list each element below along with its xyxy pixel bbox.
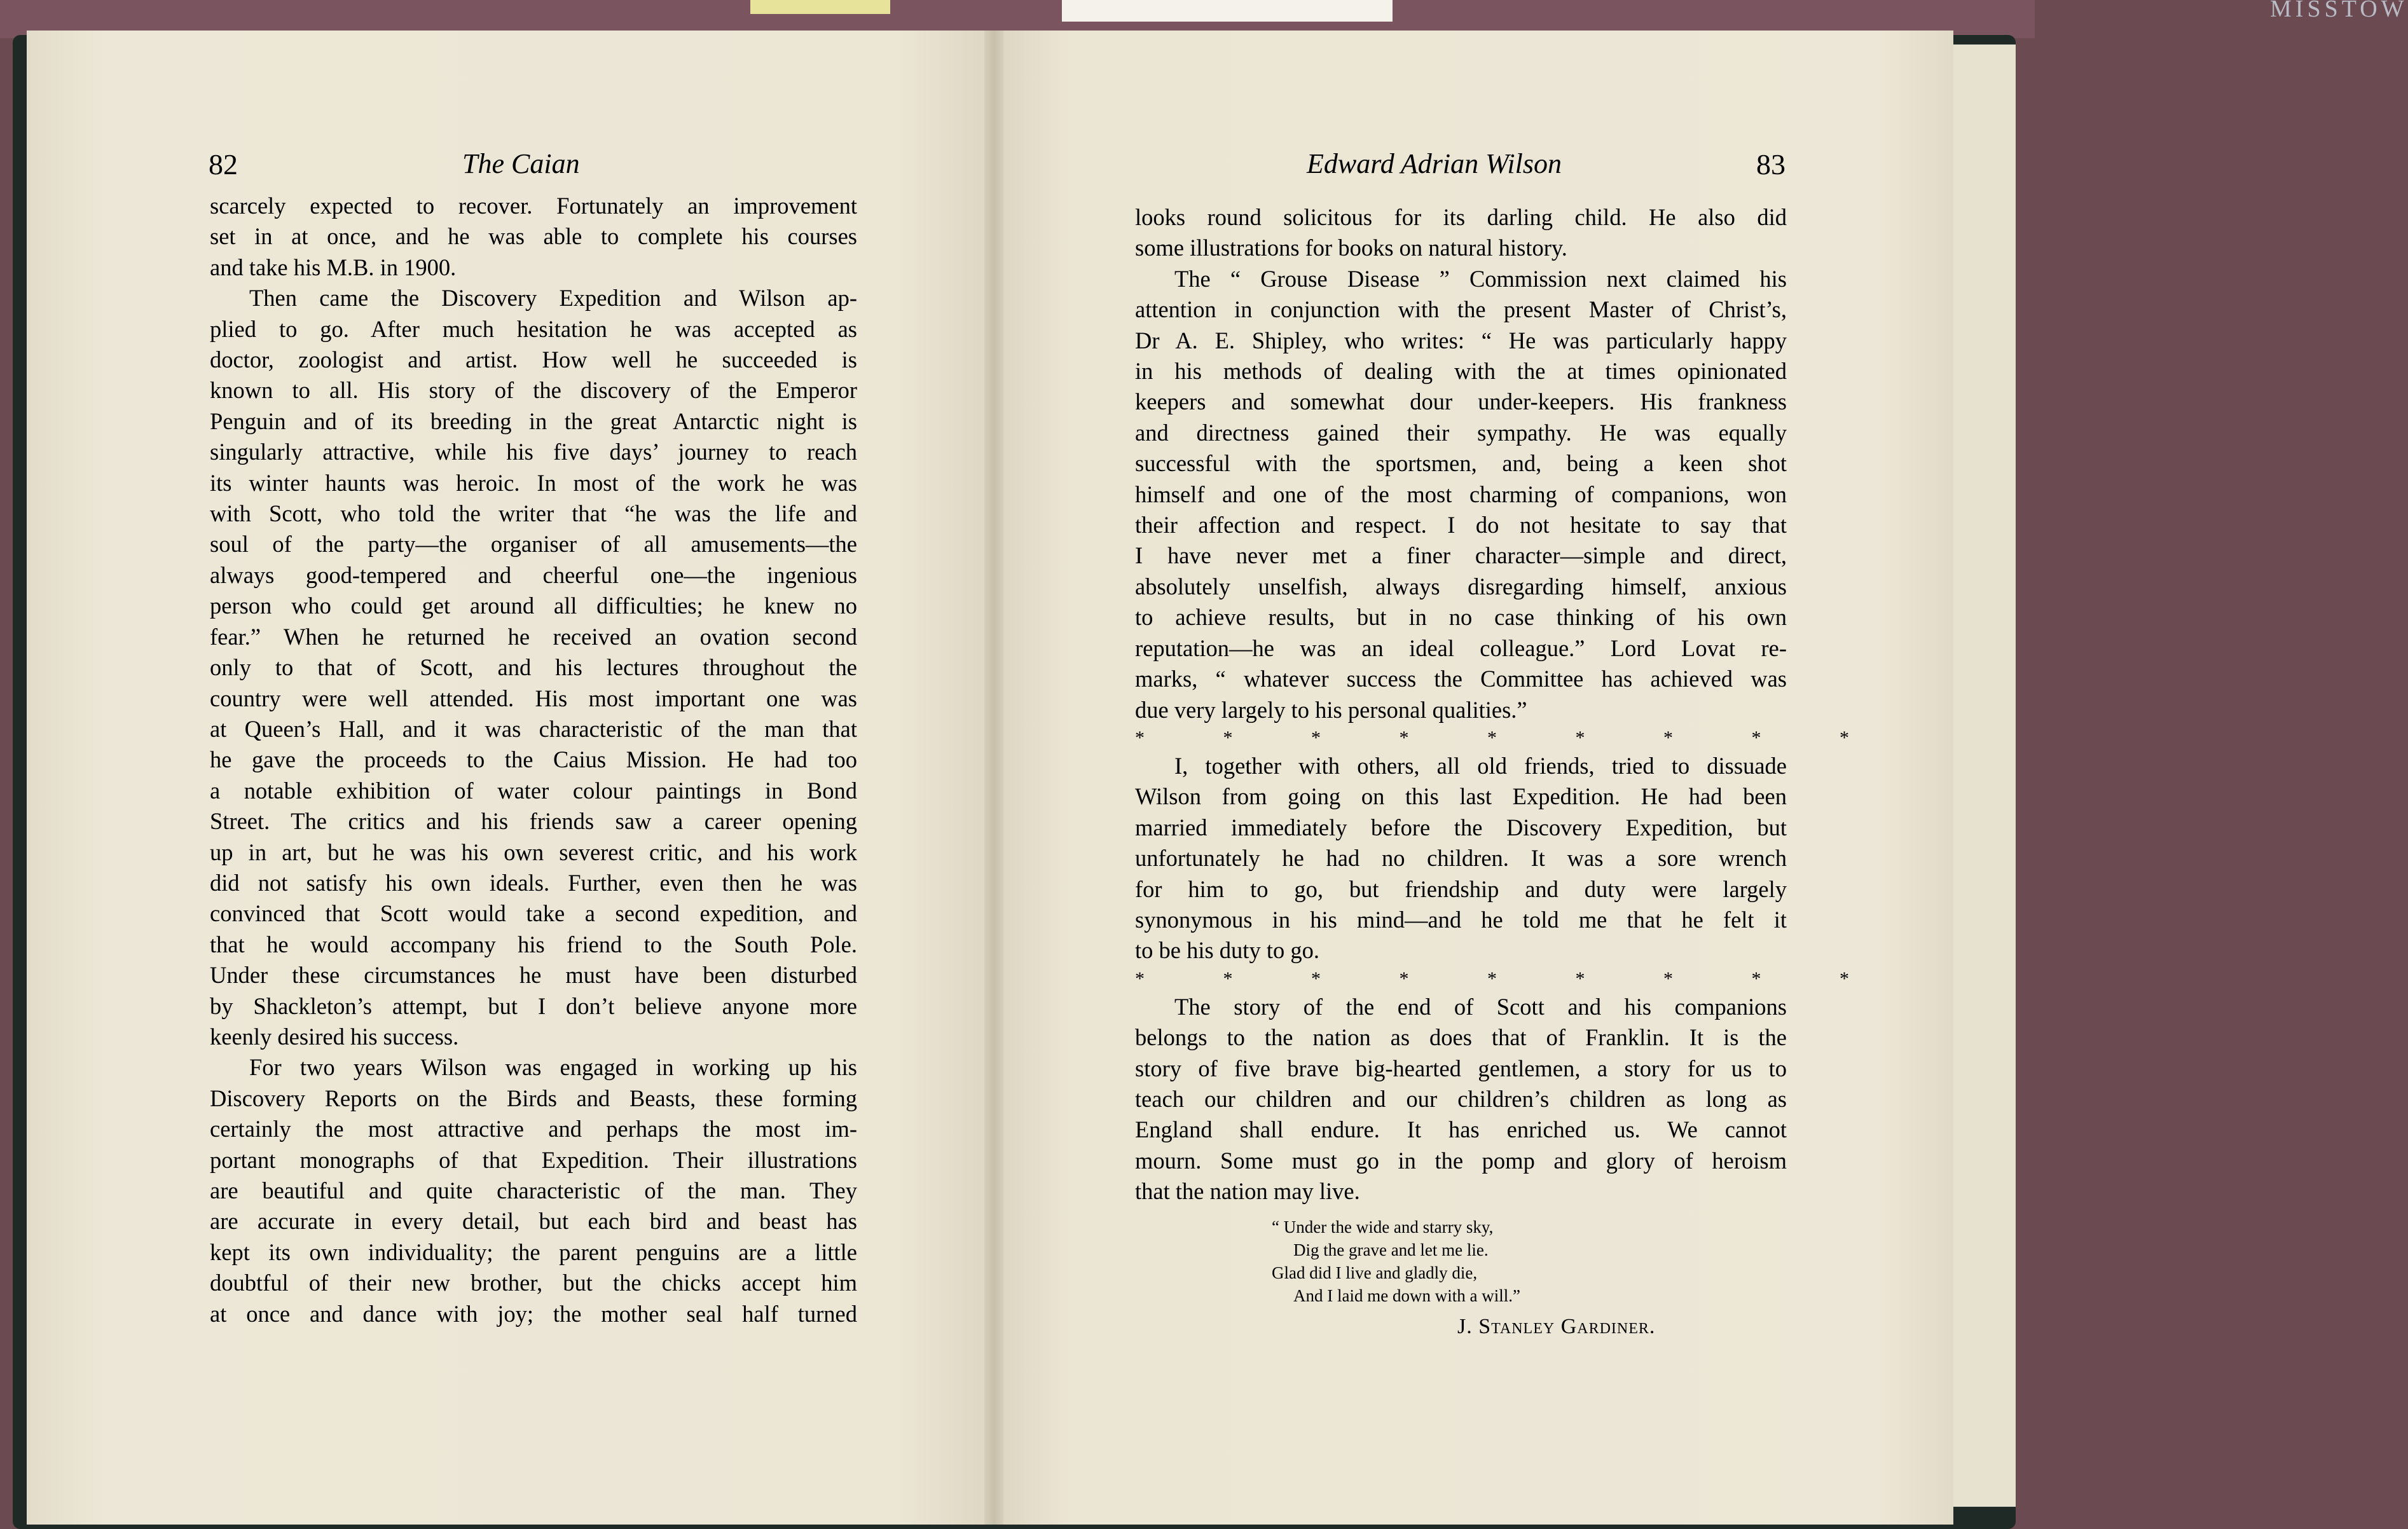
text-line: soul of the party—the organiser of all amusements—the bbox=[210, 531, 857, 558]
text-line: For two years Wilson was engaged in working up his bbox=[249, 1054, 857, 1081]
text-line: plied to go. After much hesitation he was accepted as bbox=[210, 315, 857, 342]
text-line: did not satisfy his own ideals. Further, even then he was bbox=[210, 869, 857, 896]
poem-line: Glad did I live and gladly die, bbox=[1272, 1263, 1478, 1282]
poem-line: Dig the grave and let me lie. bbox=[1293, 1240, 1489, 1259]
text-line: that the nation may live. bbox=[1135, 1178, 1360, 1205]
text-line: that he would accompany his friend to the South Pole. bbox=[210, 931, 857, 957]
text-line: England shall endure. It has enriched us. We cannot bbox=[1135, 1116, 1787, 1143]
text-line: The story of the end of Scott and his companions bbox=[1174, 993, 1787, 1020]
text-line: mourn. Some must go in the pomp and glory of heroism bbox=[1135, 1147, 1787, 1174]
text-line: only to that of Scott, and his lectures throughout the bbox=[210, 654, 857, 681]
text-line: country were well attended. His most important one was bbox=[210, 685, 857, 711]
slip-handwriting: MISSTOW bbox=[2270, 0, 2408, 22]
text-line: to be his duty to go. bbox=[1135, 937, 1319, 964]
author-signature: J. Stanley Gardiner. bbox=[1457, 1315, 1656, 1338]
text-line: successful with the sportsmen, and, being a keen shot bbox=[1135, 450, 1787, 477]
text-line: attention in conjunction with the present Master of Christ’s, bbox=[1135, 296, 1787, 323]
text-line: Penguin and of its breeding in the great Antarctic night is bbox=[210, 408, 857, 434]
section-separator-2: * * * * * * * * * bbox=[1135, 968, 1886, 989]
text-line: doctor, zoologist and artist. How well he succeeded is bbox=[210, 346, 857, 373]
text-line: at once and dance with joy; the mother seal half turned bbox=[210, 1300, 857, 1327]
text-line: to achieve results, but in no case thinking of his own bbox=[1135, 604, 1787, 631]
text-line: for him to go, but friendship and duty were largely bbox=[1135, 875, 1787, 902]
text-line: he gave the proceeds to the Caius Mission. He had too bbox=[210, 746, 857, 773]
text-line: by Shackleton’s attempt, but I don’t believe anyone more bbox=[210, 992, 857, 1019]
poem-line: And I laid me down with a will.” bbox=[1293, 1286, 1520, 1305]
text-line: a notable exhibition of water colour paintings in Bond bbox=[210, 777, 857, 804]
right-page-text bbox=[1135, 202, 1886, 1207]
text-line: are accurate in every detail, but each bird and beast has bbox=[210, 1208, 857, 1235]
text-line: are beautiful and quite characteristic of the man. They bbox=[210, 1177, 857, 1203]
text-line: Then came the Discovery Expedition and Wilson ap- bbox=[249, 285, 857, 312]
text-line: story of five brave big-hearted gentlemen, a story for us to bbox=[1135, 1055, 1787, 1081]
text-line: in his methods of dealing with the at times opinionated bbox=[1135, 358, 1787, 385]
running-head-left: The Caian bbox=[462, 148, 580, 179]
text-line: known to all. His story of the discovery of the Emperor bbox=[210, 377, 857, 404]
paper-slip bbox=[1062, 0, 2408, 22]
text-line: singularly attractive, while his five days’ journey to reach bbox=[210, 439, 857, 465]
text-line: Under these circumstances he must have been disturbed bbox=[210, 962, 857, 989]
page-number-right: 83 bbox=[1756, 148, 1785, 181]
text-line: I, together with others, all old friends, tried to dissuade bbox=[1174, 752, 1787, 779]
text-line: belongs to the nation as does that of Franklin. It is the bbox=[1135, 1024, 1787, 1051]
text-line: unfortunately he had no children. It was a sore wrench bbox=[1135, 845, 1787, 872]
text-line: keepers and somewhat dour under-keepers. His frankness bbox=[1135, 388, 1787, 415]
text-line: looks round solicitous for its darling child. He also did bbox=[1135, 204, 1787, 230]
text-line: synonymous in his mind—and he told me that he felt it bbox=[1135, 906, 1787, 933]
text-line: set in at once, and he was able to complete his courses bbox=[210, 223, 857, 250]
text-line: at Queen’s Hall, and it was characteristic of the man that bbox=[210, 715, 857, 742]
bookmark-tab bbox=[750, 0, 890, 14]
section-separator-1: * * * * * * * * * bbox=[1135, 727, 1886, 748]
text-line: The “ Grouse Disease ” Commission next claimed his bbox=[1174, 265, 1787, 292]
text-line: doubtful of their new brother, but the chicks accept him bbox=[210, 1270, 857, 1296]
text-line: convinced that Scott would take a second expedition, and bbox=[210, 900, 857, 927]
paragraph-block-1 bbox=[1135, 202, 1787, 725]
text-line: scarcely expected to recover. Fortunately an improvement bbox=[210, 193, 857, 219]
page-number-left: 82 bbox=[209, 148, 238, 181]
text-line: Discovery Reports on the Birds and Beasts, these forming bbox=[210, 1085, 857, 1111]
text-line: its winter haunts was heroic. In most of the work he was bbox=[210, 469, 857, 496]
text-line: person who could get around all difficulties; he knew no bbox=[210, 593, 857, 619]
text-line: married immediately before the Discovery Expedition, but bbox=[1135, 814, 1787, 840]
text-line: with Scott, who told the writer that “he was the life and bbox=[210, 500, 857, 527]
text-line: himself and one of the most charming of companions, won bbox=[1135, 481, 1787, 507]
left-page-text bbox=[210, 191, 857, 1329]
text-line: I have never met a finer character—simple and direct, bbox=[1135, 542, 1787, 569]
running-head-right: Edward Adrian Wilson bbox=[1307, 148, 1562, 179]
text-line: some illustrations for books on natural history. bbox=[1135, 235, 1567, 261]
poem-line: “ Under the wide and starry sky, bbox=[1272, 1217, 1494, 1237]
text-line: kept its own individuality; the parent penguins are a little bbox=[210, 1238, 857, 1265]
text-line: due very largely to his personal qualities.” bbox=[1135, 696, 1527, 723]
book-gutter bbox=[984, 31, 1003, 1525]
paragraph-block-3 bbox=[1135, 992, 1787, 1207]
text-line: always good-tempered and cheerful one—the ingenious bbox=[210, 561, 857, 588]
text-line: their affection and respect. I do not hesitate to say that bbox=[1135, 512, 1787, 538]
text-line: keenly desired his success. bbox=[210, 1023, 459, 1050]
text-line: marks, “ whatever success the Committee has achieved was bbox=[1135, 666, 1787, 692]
text-line: Street. The critics and his friends saw a career opening bbox=[210, 808, 857, 835]
text-line: Wilson from going on this last Expedition. He had been bbox=[1135, 783, 1787, 810]
poem-quote bbox=[1272, 1216, 1520, 1307]
text-line: fear.” When he returned he received an ovation second bbox=[210, 623, 857, 650]
text-line: and directness gained their sympathy. He was equally bbox=[1135, 419, 1787, 446]
text-line: teach our children and our children’s children as long as bbox=[1135, 1085, 1787, 1112]
text-line: Dr A. E. Shipley, who writes: “ He was particularly happy bbox=[1135, 327, 1787, 353]
paragraph-block-2 bbox=[1135, 751, 1787, 966]
text-line: absolutely unselfish, always disregarding himself, anxious bbox=[1135, 573, 1787, 600]
text-line: and take his M.B. in 1900. bbox=[210, 254, 457, 280]
text-line: up in art, but he was his own severest critic, and his work bbox=[210, 839, 857, 865]
text-line: reputation—he was an ideal colleague.” Lord Lovat re- bbox=[1135, 634, 1787, 661]
text-line: portant monographs of that Expedition. Their illustrations bbox=[210, 1146, 857, 1173]
text-line: certainly the most attractive and perhaps the most im- bbox=[210, 1116, 857, 1142]
